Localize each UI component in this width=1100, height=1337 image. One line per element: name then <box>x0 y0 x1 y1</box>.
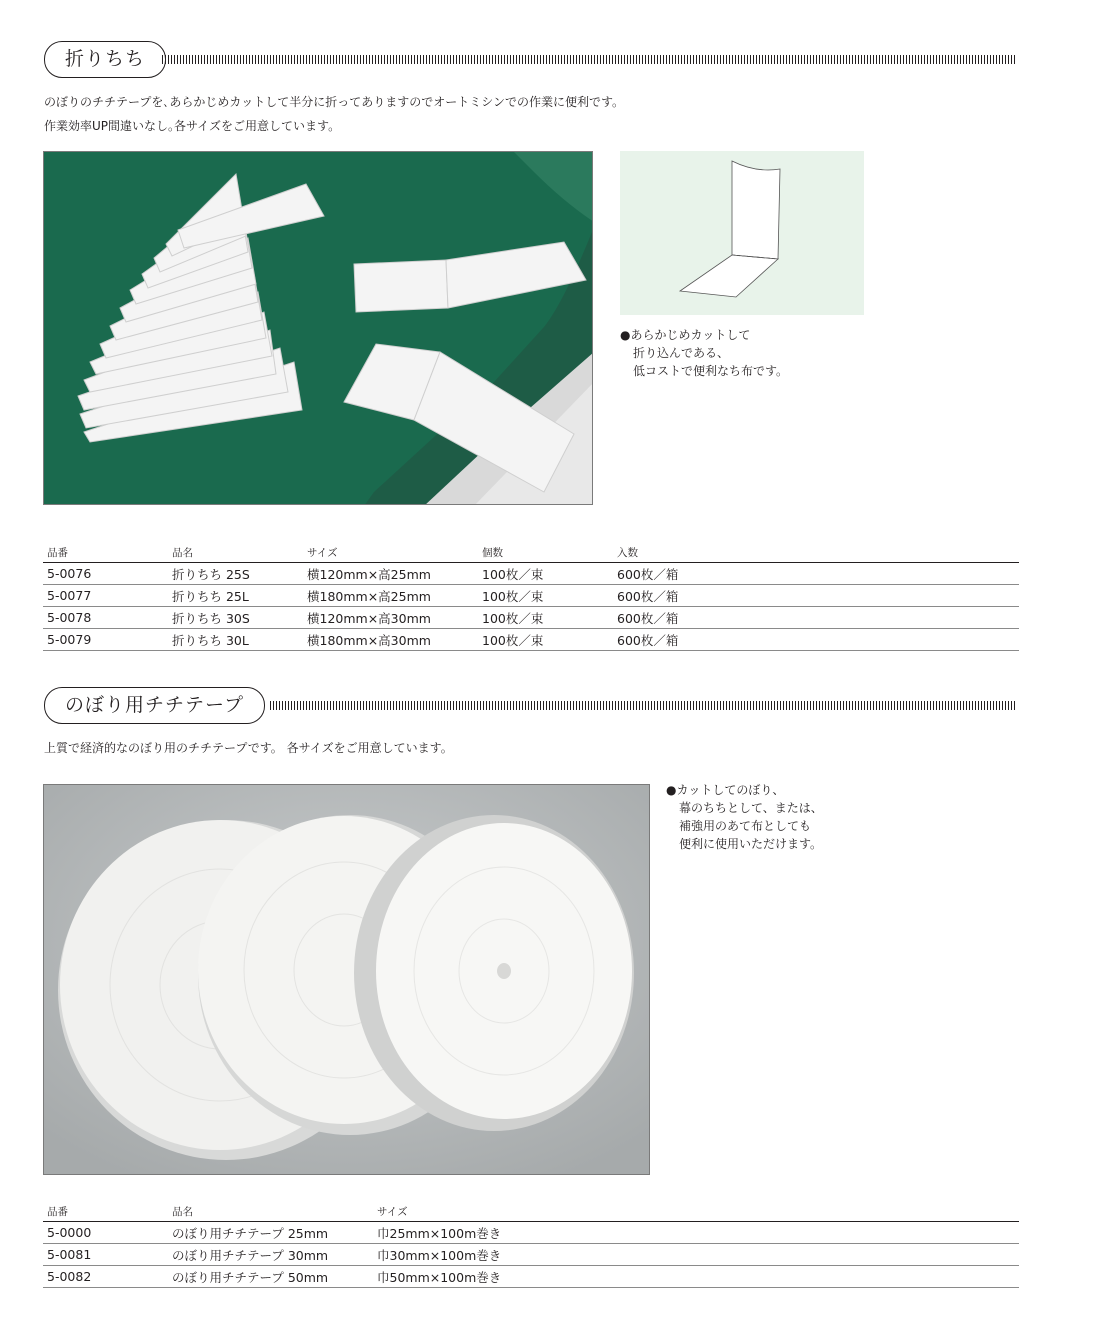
section-title-orichichi: 折りちち <box>44 41 166 78</box>
table-row <box>43 1222 1019 1244</box>
table-cell: 折りちち 30L <box>168 629 303 651</box>
description-line: 上質で経済的なのぼり用のチチテープです。 各サイズをご用意しています。 <box>44 741 453 755</box>
column-header: 個数 <box>478 544 613 563</box>
column-header: 品番 <box>43 1203 168 1222</box>
note-line: 折り込んである、 <box>633 346 730 360</box>
table-cell: 5-0082 <box>43 1266 168 1288</box>
description-line: のぼりのチチテープを､あらかじめカットして半分に折ってありますのでオートミシンでの作業に便利です。 <box>44 95 625 109</box>
orichichi-photo <box>43 151 593 505</box>
section-description <box>44 90 1044 138</box>
table-cell: 横180mm×高30mm <box>303 629 478 651</box>
table-header-row <box>43 544 1019 563</box>
table-cell: のぼり用チチテープ 50mm <box>168 1266 373 1288</box>
table-cell: 巾25mm×100m巻き <box>373 1222 1019 1244</box>
table-cell: 600枚／箱 <box>613 629 1019 651</box>
column-header: 品名 <box>168 1203 373 1222</box>
column-header: サイズ <box>303 544 478 563</box>
table-row <box>43 1266 1019 1288</box>
table-cell: 巾30mm×100m巻き <box>373 1244 1019 1266</box>
chichi-tape-spec-table <box>43 1203 1019 1288</box>
column-header: 入数 <box>613 544 1019 563</box>
table-row <box>43 629 1019 651</box>
folded-tape-diagram <box>620 151 864 315</box>
table-row <box>43 1244 1019 1266</box>
table-cell: 折りちち 25L <box>168 585 303 607</box>
orichichi-photo-image <box>44 152 593 505</box>
note-line: ●あらかじめカットして <box>620 328 751 342</box>
table-cell: 5-0081 <box>43 1244 168 1266</box>
column-header: 品番 <box>43 544 168 563</box>
table-cell: 5-0076 <box>43 563 168 585</box>
chichi-tape-photo <box>43 784 650 1175</box>
table-cell: のぼり用チチテープ 25mm <box>168 1222 373 1244</box>
table-header-row <box>43 1203 1019 1222</box>
table-cell: 600枚／箱 <box>613 585 1019 607</box>
orichichi-spec-table <box>43 544 1019 651</box>
table-cell: 5-0078 <box>43 607 168 629</box>
title-rule <box>162 55 1017 64</box>
table-cell: 5-0000 <box>43 1222 168 1244</box>
orichichi-diagram <box>620 151 864 315</box>
table-cell: 横180mm×高25mm <box>303 585 478 607</box>
note-line: ●カットしてのぼり、 <box>666 783 785 797</box>
table-cell: 5-0077 <box>43 585 168 607</box>
title-rule <box>270 701 1017 710</box>
table-cell: 100枚／束 <box>478 629 613 651</box>
table-row <box>43 585 1019 607</box>
table-cell: 折りちち 30S <box>168 607 303 629</box>
column-header: 品名 <box>168 544 303 563</box>
table-cell: のぼり用チチテープ 30mm <box>168 1244 373 1266</box>
table-row <box>43 607 1019 629</box>
table-cell: 600枚／箱 <box>613 607 1019 629</box>
table-cell: 横120mm×高25mm <box>303 563 478 585</box>
section-title-chichi-tape: のぼり用チチテープ <box>44 687 265 724</box>
note-line: 低コストで便利なち布です。 <box>633 364 789 378</box>
note-line: 便利に使用いただけます。 <box>679 837 823 851</box>
table-cell: 5-0079 <box>43 629 168 651</box>
table-cell: 100枚／束 <box>478 563 613 585</box>
column-header: サイズ <box>373 1203 1019 1222</box>
chichi-tape-note <box>666 781 823 853</box>
table-row <box>43 563 1019 585</box>
description-line: 作業効率UP間違いなし｡各サイズをご用意しています。 <box>44 119 341 133</box>
table-cell: 横120mm×高30mm <box>303 607 478 629</box>
orichichi-note <box>620 326 788 380</box>
section-description <box>44 736 1044 760</box>
table-cell: 折りちち 25S <box>168 563 303 585</box>
table-cell: 100枚／束 <box>478 607 613 629</box>
table-cell: 100枚／束 <box>478 585 613 607</box>
tape-rolls-image <box>44 785 650 1175</box>
note-line: 幕のちちとして、または、 <box>679 801 823 815</box>
note-line: 補強用のあて布としても <box>679 819 812 833</box>
table-cell: 巾50mm×100m巻き <box>373 1266 1019 1288</box>
table-cell: 600枚／箱 <box>613 563 1019 585</box>
